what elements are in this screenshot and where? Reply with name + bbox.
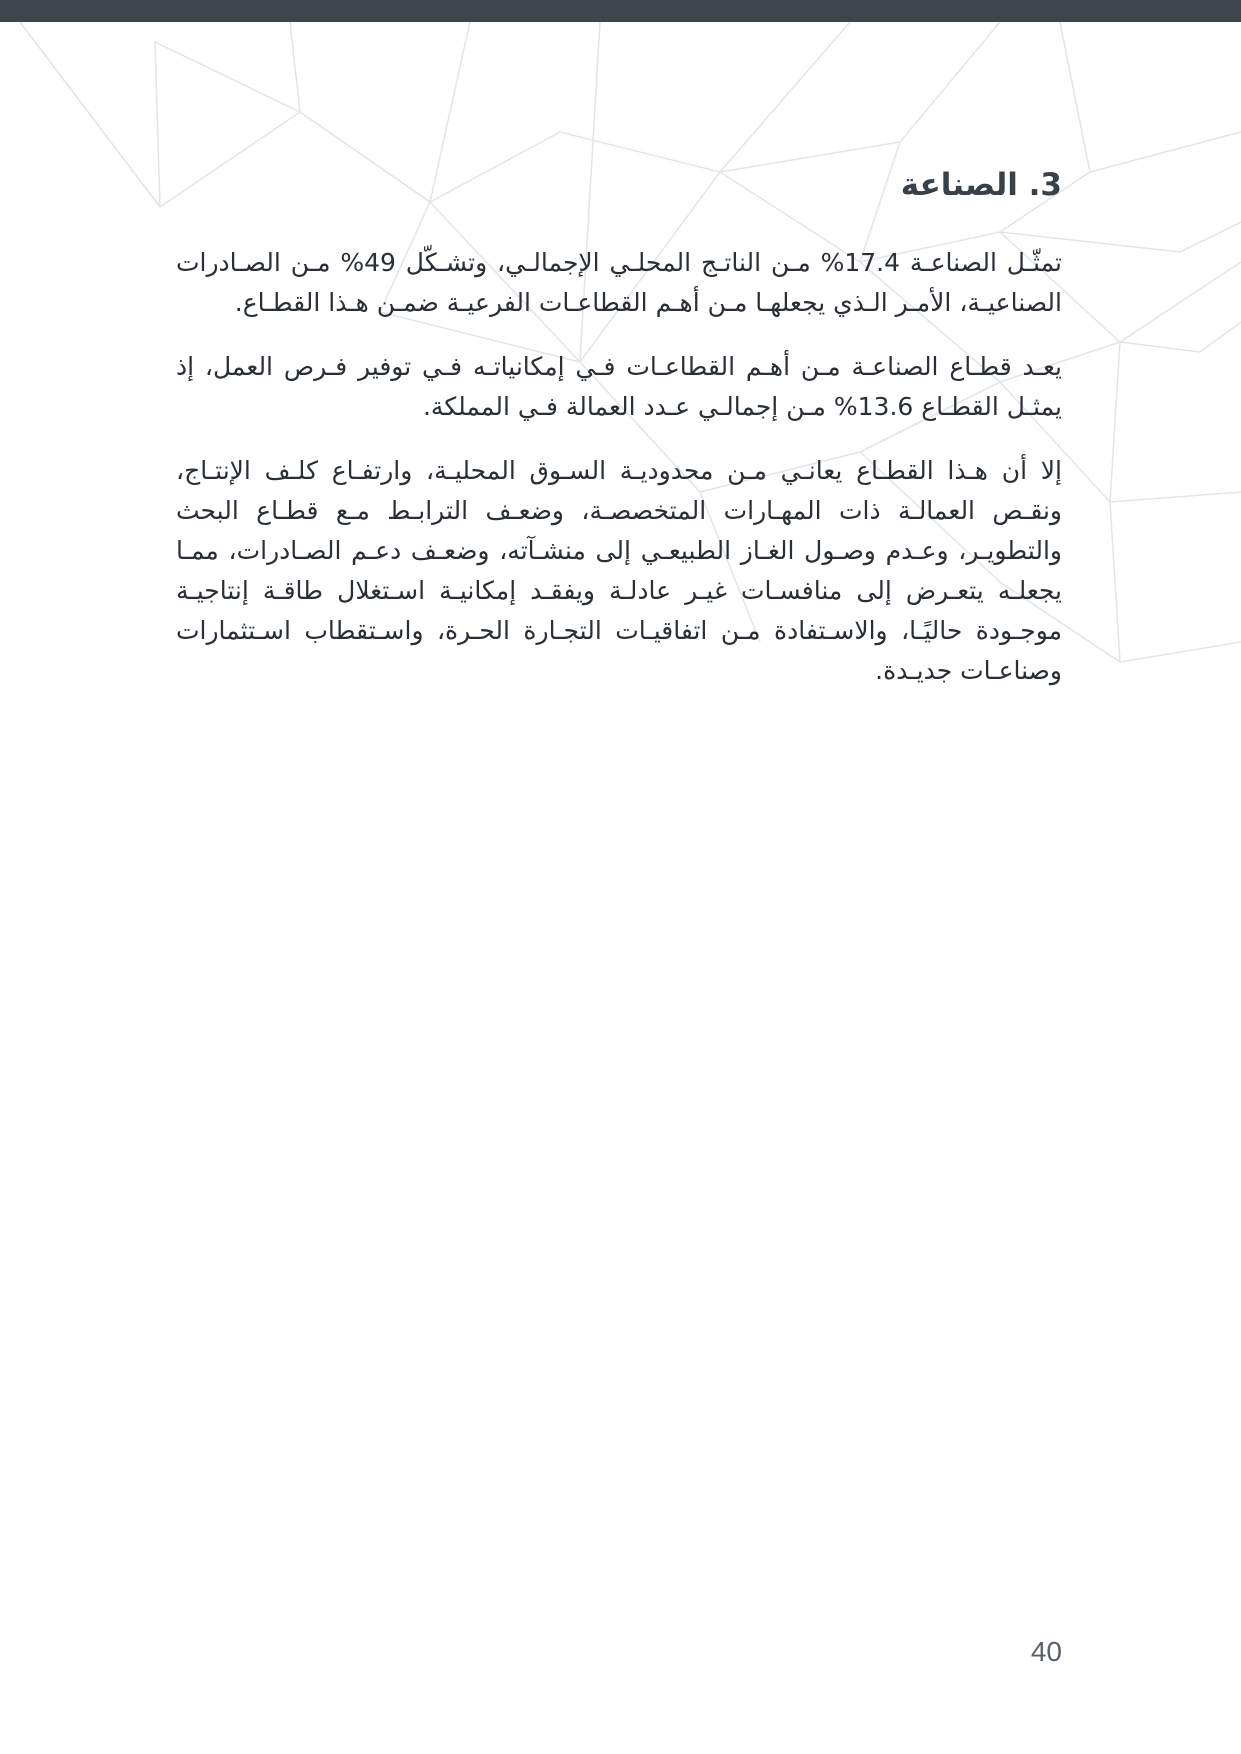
page-number: 40 <box>1030 1636 1062 1667</box>
paragraph-challenges: إلا أن هـذا القطـاع يعانـي مـن محدوديـة السـوق المحليـة، وارتفـاع كلـف الإنتـاج، ونقـص العمالـة ذات المهـارات المتخصصـة، وضعـف الترابـط مـع قطـاع البحث والتطويـر، وعـدم وصـول الغـاز الطبيعـي إلى منشـآته، وضعـف دعـم الصـادرات، ممـا يجعلـه يتعـرض إلى منافسـات غيـر عادلـة ويفقـد إمكانيـة اسـتغلال طاقـة إنتاجيـة موجـودة حاليًـا، والاسـتفادة مـن اتفاقيـات التجـارة الحـرة، واسـتقطاب اسـتثمارات وصناعـات جديـدة. <box>176 456 1062 686</box>
section-title: 3. الصناعة <box>900 167 1062 203</box>
paragraph-industry-share: تمثّـل الصناعـة 17.4% مـن الناتـج المحلـي الإجمالـي، وتشـكّل 49% مـن الصـادرات الصناعيـة، الأمـر الـذي يجعلهـا مـن أهـم القطاعـات الفرعيـة ضمـن هـذا القطـاع. <box>176 248 1063 318</box>
header-bar <box>0 0 1241 22</box>
paragraph-employment: يعـد قطـاع الصناعـة مـن أهـم القطاعـات فـي إمكانياتـه فـي توفير فـرص العمل، إذ يمثـل القطـاع 13.6% مـن إجمالـي عـدد العمالة فـي المملكة. <box>176 352 1062 422</box>
article-body <box>176 165 1062 715</box>
